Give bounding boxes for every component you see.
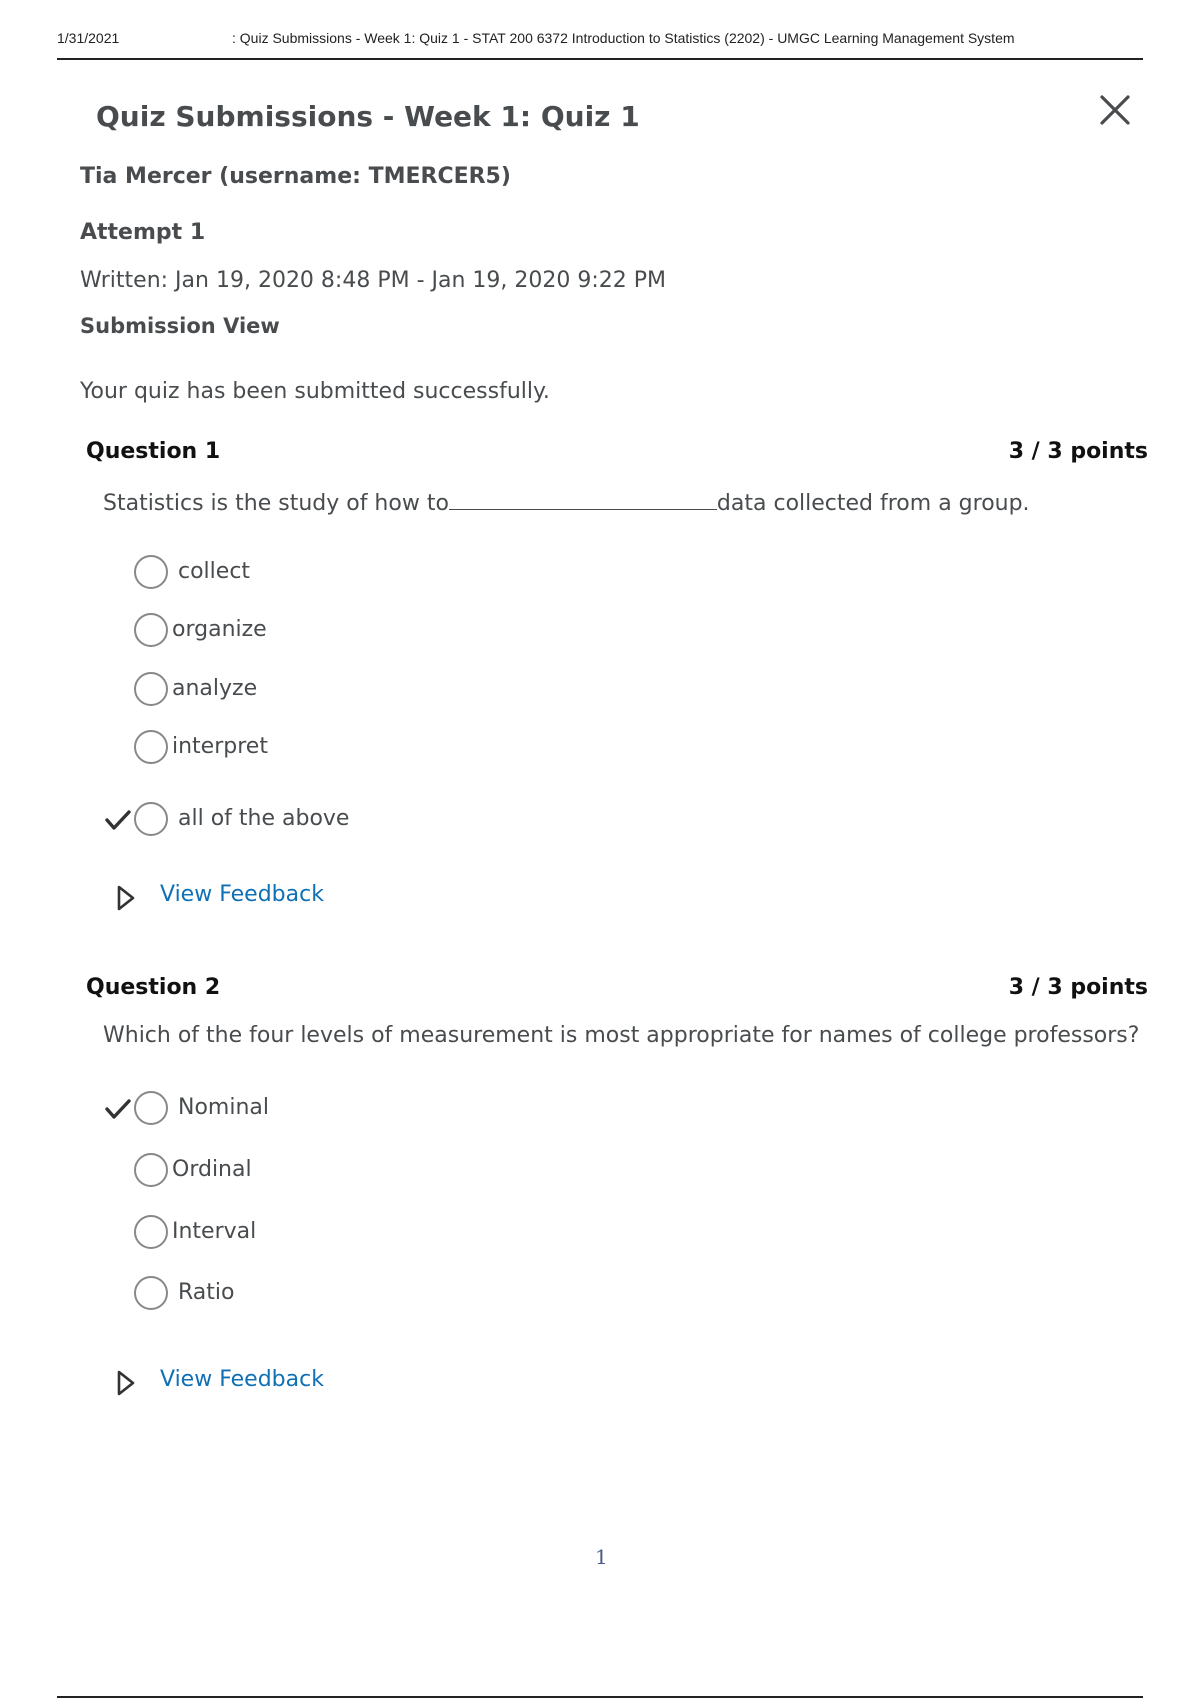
question-points: 3 / 3 points — [1008, 975, 1148, 1000]
expand-triangle-icon — [116, 1369, 136, 1397]
checkmark-icon — [104, 808, 132, 832]
user-line: Tia Mercer (username: TMERCER5) — [80, 164, 511, 189]
question-points: 3 / 3 points — [1008, 439, 1148, 464]
option-label: Nominal — [178, 1095, 269, 1120]
footer-divider — [57, 1696, 1143, 1698]
option-label: analyze — [172, 676, 258, 701]
print-document-title: : Quiz Submissions - Week 1: Quiz 1 - STAT 200 6372 Introduction to Statistics (2202) - UMGC Learning Management System — [232, 30, 1015, 46]
question-text — [103, 487, 1030, 516]
submission-view-heading: Submission View — [80, 314, 280, 338]
option-label: Ratio — [178, 1280, 235, 1305]
page-number: 1 — [595, 1545, 608, 1569]
question-text: Which of the four levels of measurement is most appropriate for names of college professors? — [103, 1023, 1140, 1048]
option-label: Interval — [172, 1219, 257, 1244]
print-header — [57, 28, 1143, 60]
radio-button[interactable] — [134, 730, 168, 764]
question-1 — [86, 439, 1148, 919]
option-label: collect — [178, 559, 251, 584]
fill-in-blank — [449, 487, 717, 510]
success-message: Your quiz has been submitted successfully. — [80, 379, 550, 404]
radio-button[interactable] — [134, 555, 168, 589]
attempt-heading: Attempt 1 — [80, 220, 206, 245]
question-title: Question 1 — [86, 439, 221, 464]
close-icon[interactable] — [1097, 92, 1133, 128]
question-title: Question 2 — [86, 975, 221, 1000]
radio-button[interactable] — [134, 1091, 168, 1125]
checkmark-icon — [104, 1097, 132, 1121]
radio-button[interactable] — [134, 1276, 168, 1310]
question-text-before: Statistics is the study of how to — [103, 491, 449, 516]
option-label: organize — [172, 617, 267, 642]
question-text-after: data collected from a group. — [716, 491, 1030, 516]
view-feedback-link[interactable]: View Feedback — [160, 1367, 324, 1392]
radio-button[interactable] — [134, 1215, 168, 1249]
written-timestamp: Written: Jan 19, 2020 8:48 PM - Jan 19, 2020 9:22 PM — [80, 268, 667, 293]
radio-button[interactable] — [134, 802, 168, 836]
option-label: Ordinal — [172, 1157, 252, 1182]
radio-button[interactable] — [134, 613, 168, 647]
view-feedback-link[interactable]: View Feedback — [160, 882, 324, 907]
question-2 — [86, 975, 1148, 1415]
radio-button[interactable] — [134, 1153, 168, 1187]
print-date: 1/31/2021 — [57, 30, 120, 46]
option-label: interpret — [172, 734, 268, 759]
option-label: all of the above — [178, 806, 350, 831]
page-title: Quiz Submissions - Week 1: Quiz 1 — [96, 100, 640, 133]
expand-triangle-icon — [116, 884, 136, 912]
radio-button[interactable] — [134, 672, 168, 706]
